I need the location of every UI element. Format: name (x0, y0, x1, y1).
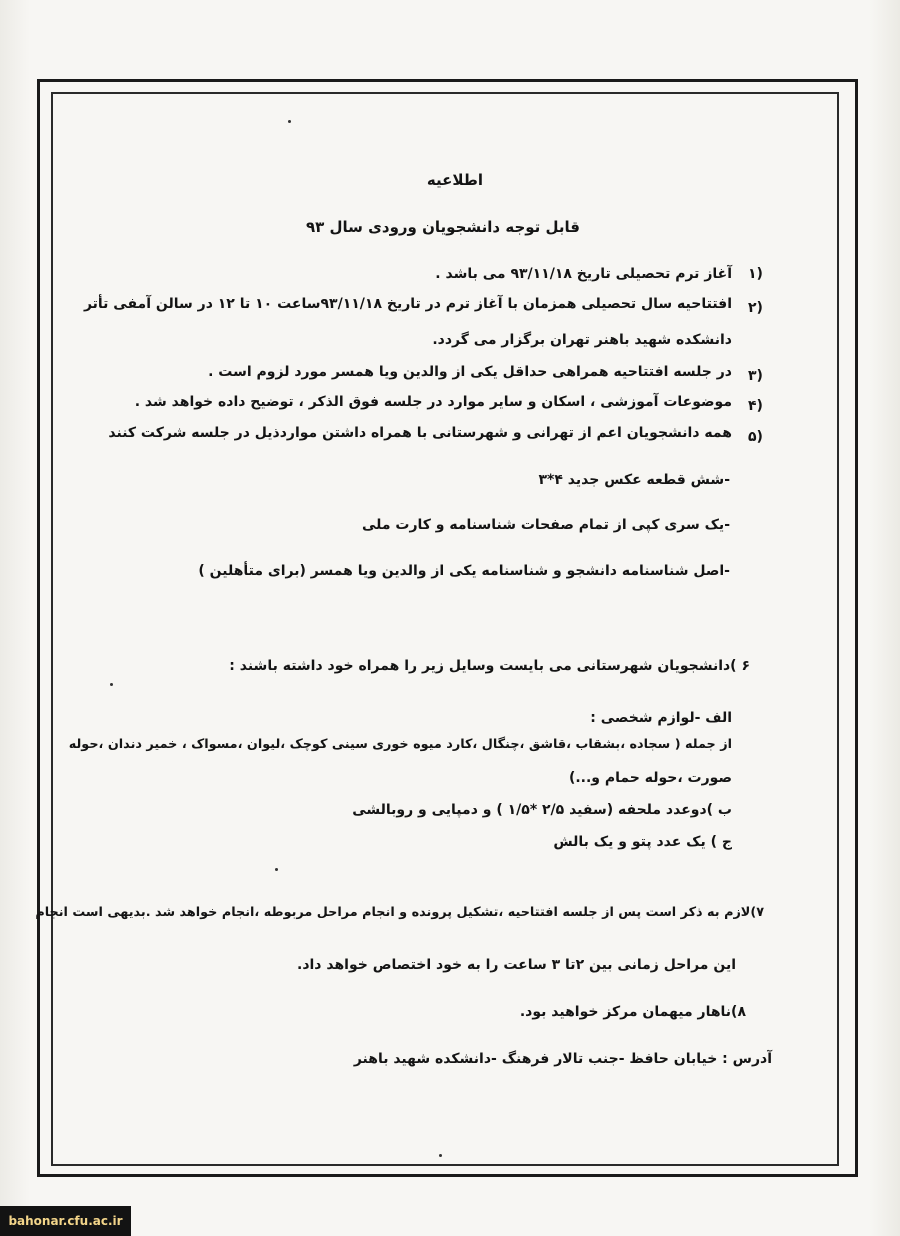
scan-speck (110, 683, 113, 686)
item-4-text: موضوعات آموزشی ، اسکان و سایر موارد در جلسه فوق الذکر ، توضیح داده خواهد شد . (134, 394, 732, 410)
item-4-number: ۴) (748, 398, 763, 414)
item-5-number: ۵) (748, 429, 763, 445)
supplies-line: صورت ،حوله حمام و...) (568, 770, 732, 786)
item-5-text: همه دانشجویان اعم از تهرانی و شهرستانی با همراه داشتن مواردذیل در جلسه شرکت کنند (108, 425, 732, 441)
document-item: -اصل شناسنامه دانشجو و شناسنامه یکی از والدین ویا همسر (برای متأهلین ) (198, 563, 730, 579)
item-1-text: آغاز ترم تحصیلی تاریخ ۹۳/۱۱/۱۸ می باشد . (435, 266, 732, 282)
scan-speck (439, 1154, 442, 1157)
item-2-text-line2: دانشکده شهید باهنر تهران برگزار می گردد. (432, 332, 732, 348)
item-2-text-line1: افتتاحیه سال تحصیلی همزمان با آغاز ترم در تاریخ ۹۳/۱۱/۱۸ساعت ۱۰ تا ۱۲ در سالن آمفی تأتر (83, 296, 732, 312)
supplies-line: از جمله ( سجاده ،بشقاب ،قاشق ،چنگال ،کارد میوه خوری سینی کوچک ،لیوان ،مسواک ، خمیر دندان ،حوله (68, 737, 732, 752)
document-item: -یک سری کپی از تمام صفحات شناسنامه و کارت ملی (361, 517, 730, 533)
notice-title: اطلاعیه (426, 171, 484, 189)
item-3-number: ۳) (748, 368, 763, 384)
item-7-text-line1: ۷)لازم به ذکر است پس از جلسه افتتاحیه ،تشکیل پرونده و انجام مراحل مربوطه ،انجام خواهد شد .بدیهی است انجام (35, 905, 764, 920)
item-2-number: ۲) (748, 300, 763, 316)
document-item: -شش قطعه عکس جدید ۴*۳ (538, 472, 730, 488)
item-3-text: در جلسه افتتاحیه همراهی حداقل یکی از والدین ویا همسر مورد لزوم است . (208, 364, 732, 380)
supplies-heading: الف -لوازم شخصی : (590, 710, 732, 726)
item-6-text: ۶ )دانشجویان شهرستانی می بایست وسایل زیر را همراه خود داشته باشند : (229, 658, 750, 674)
supplies-line: ب )دوعدد ملحفه (سفید ۲/۵ *۱/۵ ) و دمپایی و روبالشی (352, 802, 732, 818)
scan-speck (275, 868, 278, 871)
address-line: آدرس : خیابان حافظ -جنب تالار فرهنگ -دانشکده شهید باهنر (353, 1051, 772, 1067)
item-1-number: ۱) (748, 266, 763, 282)
scan-speck (288, 120, 291, 123)
item-8-text: ۸)ناهار میهمان مرکز خواهید بود. (519, 1004, 746, 1020)
site-url-watermark: bahonar.cfu.ac.ir (0, 1206, 131, 1236)
notice-subtitle: قابل توجه دانشجویان ورودی سال ۹۳ (306, 218, 580, 236)
supplies-line: ج ) یک عدد پتو و یک بالش (553, 834, 732, 850)
item-7-text-line2: این مراحل زمانی بین ۲تا ۳ ساعت را به خود اختصاص خواهد داد. (297, 957, 736, 973)
